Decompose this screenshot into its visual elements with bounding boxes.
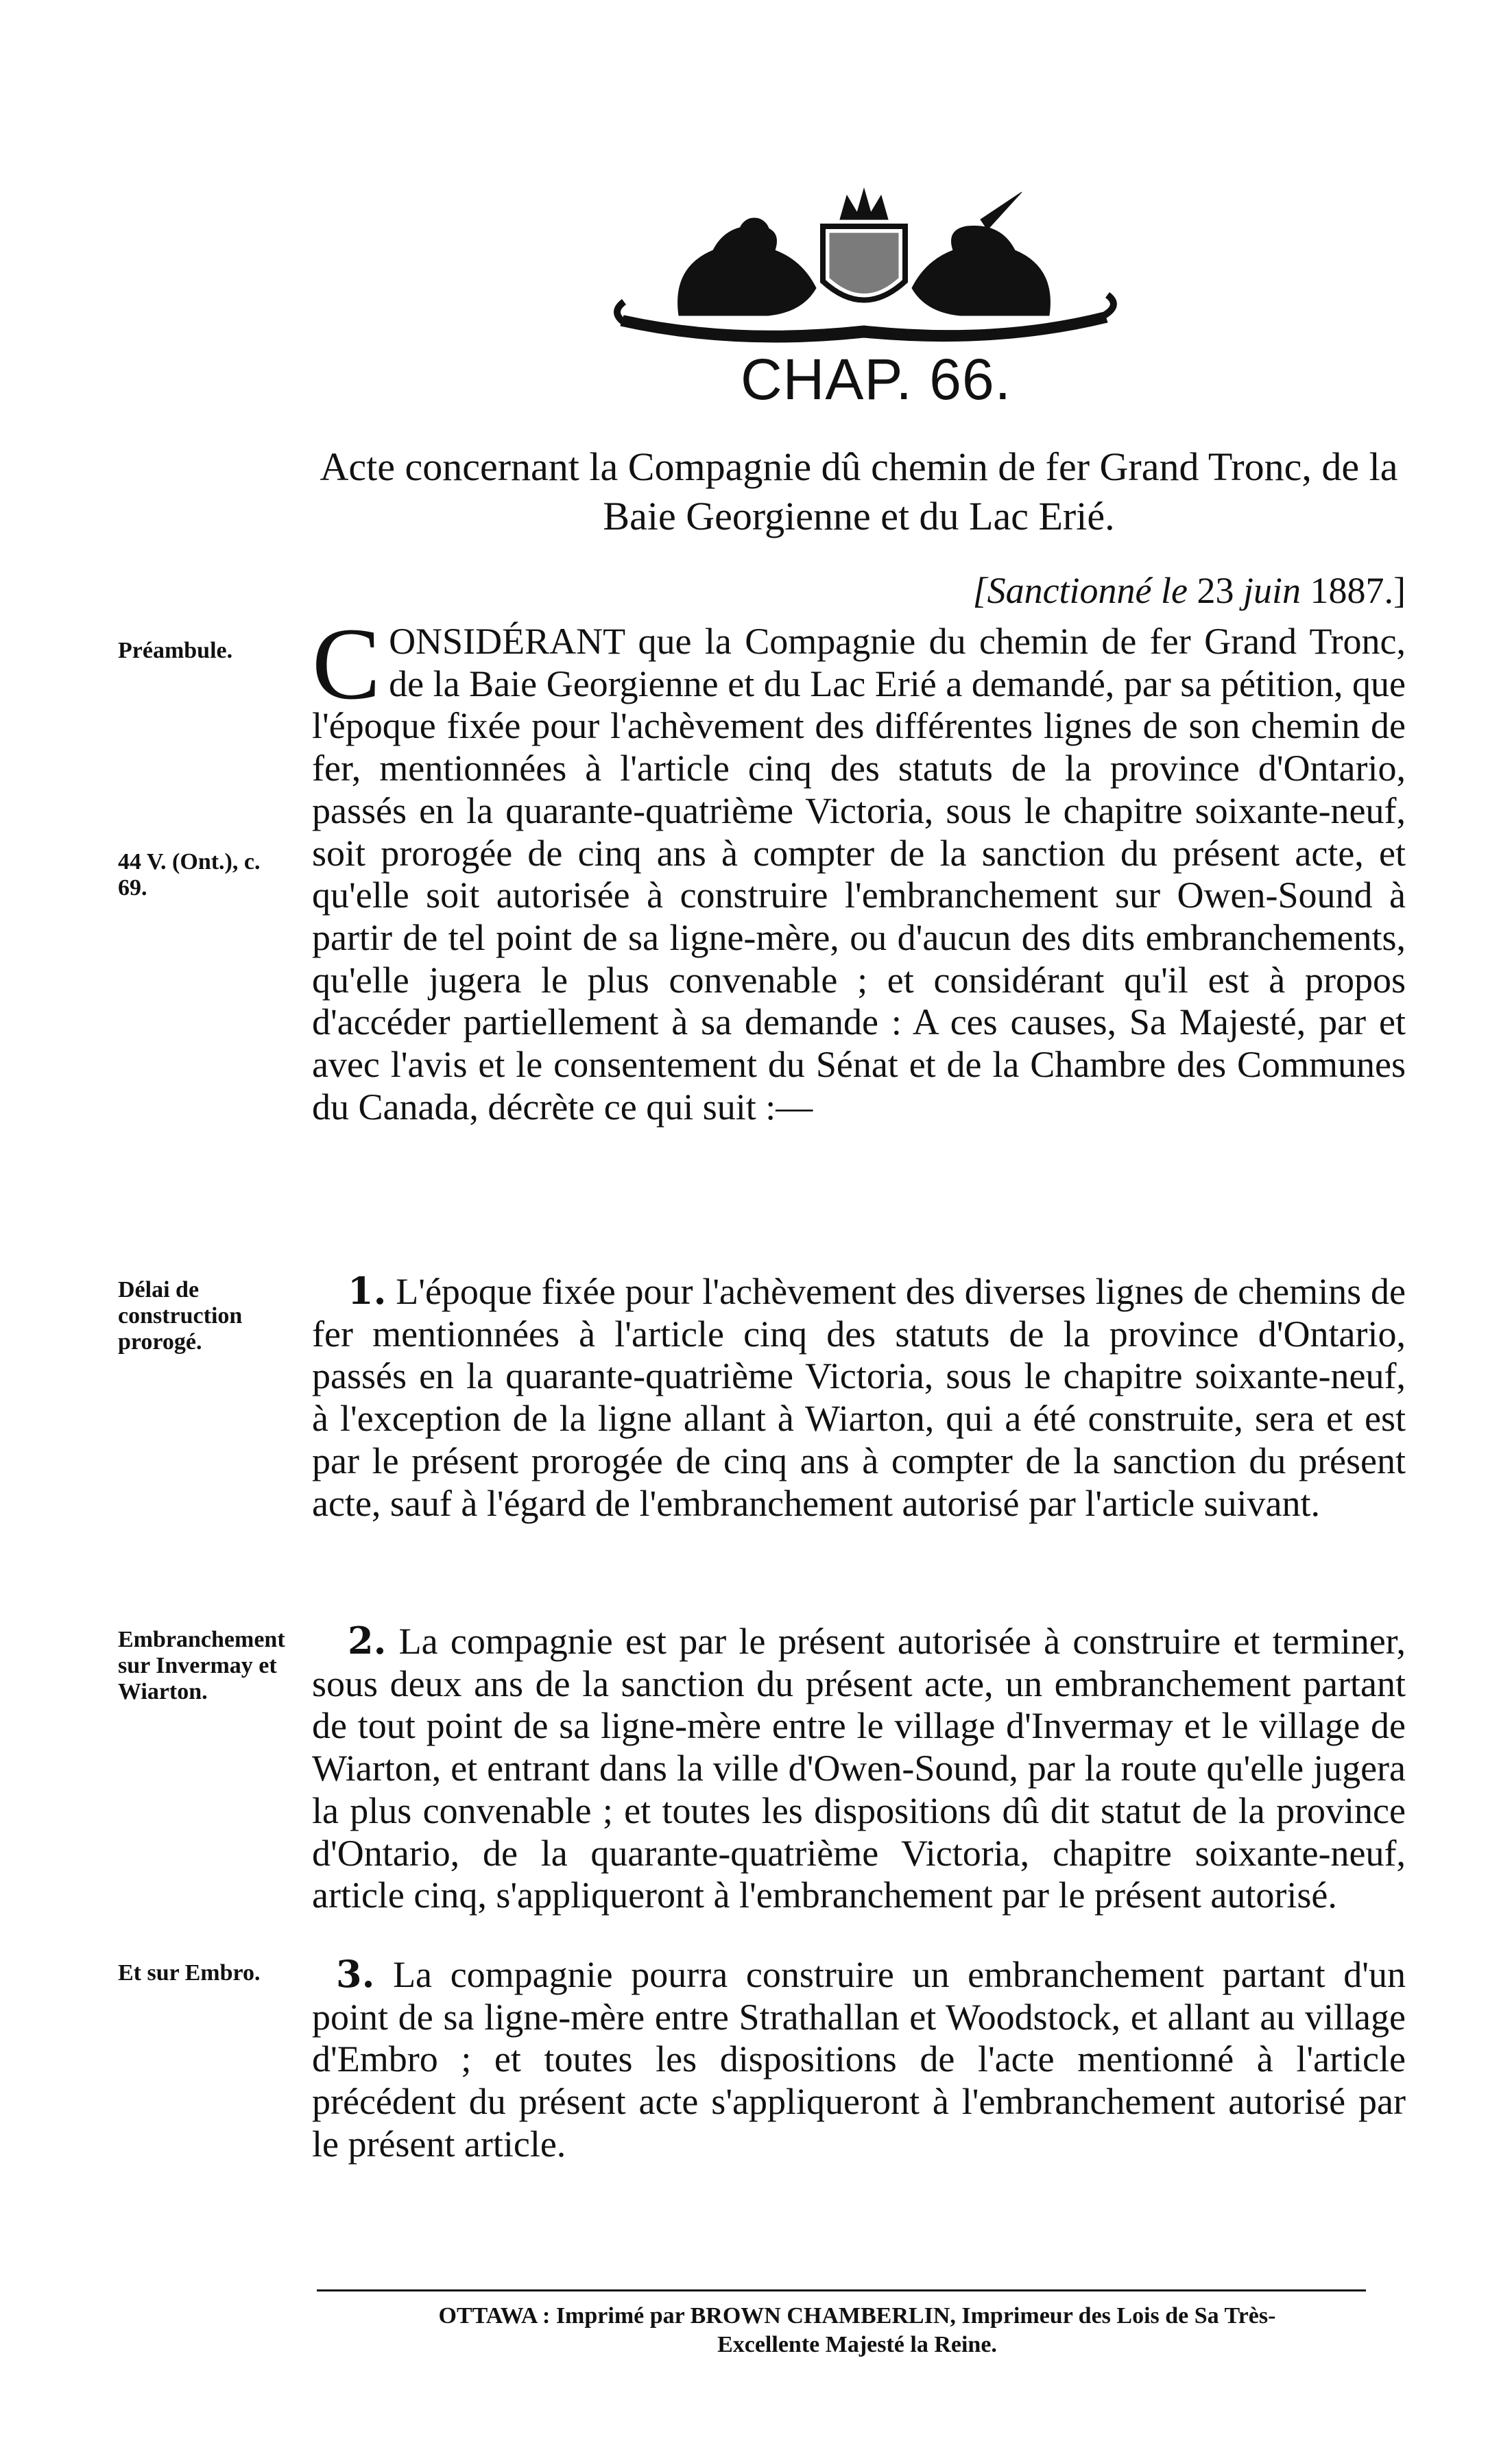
printer-imprint: [274, 2302, 1440, 2359]
section-3: [312, 1953, 1406, 2166]
margin-note-preamble: Préambule.: [118, 638, 233, 663]
sanction-label: [Sanctionné le: [972, 570, 1188, 611]
margin-note-section-3: Et sur Embro.: [118, 1960, 261, 1986]
section-1-text: L'époque fixée pour l'achèvement des diverses lignes de chemins de fer mentionnées à l'article cinq des statuts de la province d'Ontario, passés en la quarante-quatrième Victoria, sous le chapitre soixante-neuf, à l'exception de la ligne allant à Wiarton, qui a été construite, sera et est par le présent prorogée de cinq ans à compter de la sanction du présent acte, sauf à l'égard de l'embranchement autorisé par l'article suivant.: [312, 1271, 1406, 1524]
sanction-year: 1887.]: [1310, 570, 1406, 611]
imprint-line-2: Excellente Majesté la Reine.: [717, 2332, 997, 2357]
sanction-date: [312, 569, 1406, 612]
section-1-number: 1.: [348, 1269, 387, 1313]
section-2: [312, 1620, 1406, 1917]
section-3-number: 3.: [336, 1952, 375, 1996]
chapter-heading: CHAP. 66.: [741, 347, 1011, 412]
section-1: [312, 1270, 1406, 1525]
section-3-text: La compagnie pourra construire un embranchement partant d'un point de sa ligne-mère entre Strathallan et Woodstock, et allant au village d'Embro ; et toutes les dispositions de l'acte mentionné à l'article précédent du présent acte s'appliqueront à l'embranchement autorisé par le présent article.: [312, 1954, 1406, 2165]
royal-coat-of-arms-icon: [597, 185, 1131, 343]
preamble-text: ONSIDÉRANT que la Compagnie du chemin de fer Grand Tronc, de la Baie Georgienne et du Lac Erié a demandé, par sa pétition, que l'époque fixée pour l'achèvement des différentes lignes de son chemin de fer, mentionnées à l'article cinq des statuts de la province d'Ontario, passés en la quarante-quatrième Victoria, sous le chapitre soixante-neuf, soit prorogée de cinq ans à compter de la sanction du présent acte, et qu'elle soit autorisée à construire l'embranchement sur Owen-Sound à partir de tel point de sa ligne-mère, ou d'aucun des dits embranchements, qu'elle jugera le plus convenable ; et considérant qu'il est à propos d'accéder partiellement à sa demande : A ces causes, Sa Majesté, par et avec l'avis et le consentement du Sénat et de la Chambre des Communes du Canada, décrète ce qui suit :—: [312, 621, 1406, 1128]
margin-note-statute-ref: 44 V. (Ont.), c. 69.: [118, 849, 261, 901]
margin-note-section-1: Délai de construction prorogé.: [118, 1277, 243, 1355]
section-2-text: La compagnie est par le présent autorisée à construire et terminer, sous deux ans de la sanction du présent acte, un embranchement partant de tout point de sa ligne-mère entre le village d'Invermay et le village de Wiarton, et entrant dans la ville d'Owen-Sound, par la route qu'elle jugera la plus convenable ; et toutes les dispositions dû dit statut de la province d'Ontario, de la quarante-quatrième Victoria, chapitre soixante-neuf, article cinq, s'appliqueront à l'embranchement par le présent autorisé.: [312, 1621, 1406, 1916]
drop-cap: C: [312, 607, 381, 721]
imprint-line-1: OTTAWA : Imprimé par BROWN CHAMBERLIN, Imprimeur des Lois de Sa Très-: [438, 2303, 1276, 2329]
act-title: Acte concernant la Compagnie dû chemin de fer Grand Tronc, de la Baie Georgienne et du Lac Erié.: [320, 444, 1398, 538]
section-2-number: 2.: [348, 1619, 387, 1663]
preamble-paragraph: [312, 607, 1406, 1128]
footer-divider: [317, 2289, 1366, 2291]
margin-note-section-2: Embranchement sur Invermay et Wiarton.: [118, 1627, 285, 1704]
sanction-day: 23: [1197, 570, 1234, 611]
sanction-month: juin: [1243, 570, 1301, 611]
